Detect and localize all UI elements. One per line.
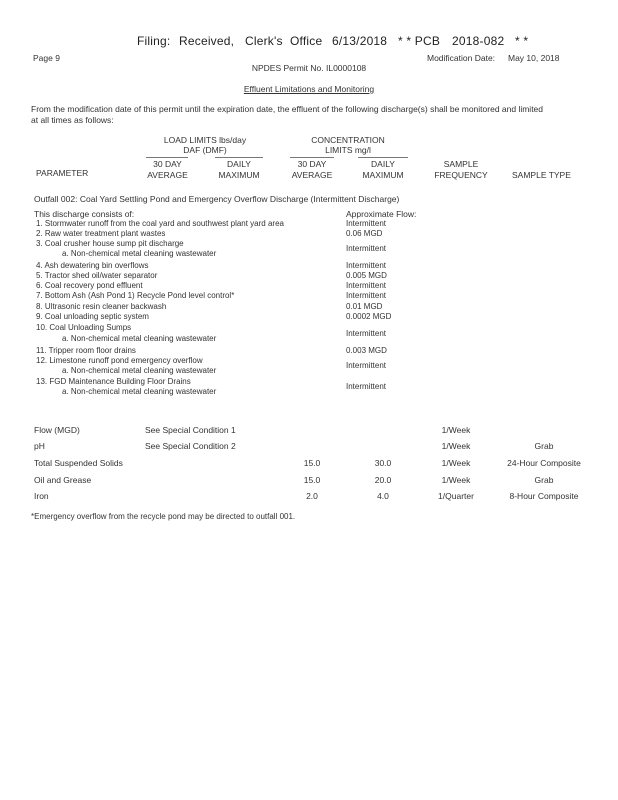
list-item-flow: Intermittent	[346, 281, 387, 290]
list-item-flow: 0.0002 MGD	[346, 312, 392, 321]
discharge-consists: This discharge consists of:	[34, 209, 135, 219]
list-item: 13. FGD Maintenance Building Floor Drains	[36, 377, 191, 386]
list-item-flow: 0.005 MGD	[346, 271, 387, 280]
stamp-office: Office	[290, 34, 323, 48]
list-item: 4. Ash dewatering bin overflows	[36, 261, 149, 270]
load-avg-heading-2: AVERAGE	[147, 170, 188, 180]
list-item-flow: 0.01 MGD	[346, 302, 383, 311]
param-sample-type: Grab	[534, 441, 554, 451]
list-item-flow: 0.003 MGD	[346, 346, 387, 355]
list-item: 9. Coal unloading septic system	[36, 312, 149, 321]
param-frequency: 1/Week	[441, 441, 471, 451]
sample-type-heading: SAMPLE TYPE	[512, 170, 571, 180]
sample-frequency-heading-2: FREQUENCY	[434, 170, 488, 180]
modification-label: Modification Date:	[427, 53, 496, 63]
param-name: pH	[34, 441, 45, 451]
load-max-heading-1: DAILY	[227, 159, 251, 169]
outfall-title: Outfall 002: Coal Yard Settling Pond and Emergency Overflow Discharge (Intermittent Discharge)	[34, 194, 400, 204]
list-item: a. Non-chemical metal cleaning wastewater	[62, 387, 217, 396]
param-sample-type: Grab	[534, 475, 554, 485]
modification-date: May 10, 2018	[508, 53, 560, 63]
list-item: 6. Coal recovery pond effluent	[36, 281, 143, 290]
param-note: See Special Condition 2	[145, 441, 236, 451]
param-max: 30.0	[374, 458, 392, 468]
list-item-flow: Intermittent	[346, 291, 387, 300]
approx-flow-heading: Approximate Flow:	[346, 209, 417, 219]
param-max: 4.0	[377, 491, 389, 501]
conc-avg-heading-1: 30 DAY	[297, 159, 327, 169]
intro-line-2: at all times as follows:	[31, 115, 114, 125]
list-item: a. Non-chemical metal cleaning wastewater	[62, 366, 217, 375]
load-avg-heading-1: 30 DAY	[153, 159, 182, 169]
stamp-stars: * *	[515, 34, 529, 48]
stamp-filing: Filing:	[137, 34, 171, 48]
concentration-heading: CONCENTRATION	[311, 135, 385, 145]
list-item-flow: Intermittent	[346, 261, 387, 270]
param-name: Total Suspended Solids	[34, 458, 123, 468]
permit-number: NPDES Permit No. IL0000108	[251, 63, 367, 73]
param-name: Oil and Grease	[34, 475, 92, 485]
list-item: 7. Bottom Ash (Ash Pond 1) Recycle Pond level control*	[36, 291, 235, 300]
param-frequency: 1/Week	[441, 425, 471, 435]
param-sample-type: 8-Hour Composite	[509, 491, 579, 501]
sample-frequency-heading-1: SAMPLE	[443, 159, 479, 169]
param-frequency: 1/Week	[441, 458, 471, 468]
list-item: 3. Coal crusher house sump pit discharge	[36, 239, 184, 248]
stamp-clerks: Clerk's	[245, 34, 283, 48]
list-item-flow: Intermittent	[346, 361, 387, 370]
stamp-date: 6/13/2018	[332, 34, 388, 48]
param-avg: 2.0	[306, 491, 318, 501]
list-item: a. Non-chemical metal cleaning wastewater	[62, 249, 217, 258]
list-item: 1. Stormwater runoff from the coal yard and southwest plant yard area	[36, 219, 284, 228]
list-item-flow: Intermittent	[346, 244, 387, 253]
list-item-flow: Intermittent	[346, 219, 387, 228]
daf-heading: DAF (DMF)	[183, 145, 227, 155]
list-item-flow: 0.06 MGD	[346, 229, 383, 238]
list-item: 8. Ultrasonic resin cleaner backwash	[36, 302, 167, 311]
load-max-heading-2: MAXIMUM	[218, 170, 260, 180]
param-note: See Special Condition 1	[145, 425, 236, 435]
list-item-flow: Intermittent	[346, 382, 387, 391]
stamp-case-number: 2018-082	[452, 34, 505, 48]
param-name: Flow (MGD)	[34, 425, 80, 435]
underline-load-max	[215, 157, 263, 158]
param-frequency: 1/Quarter	[438, 491, 474, 501]
conc-max-heading-2: MAXIMUM	[362, 170, 404, 180]
section-title: Effluent Limitations and Monitoring	[243, 84, 375, 94]
list-item-flow: Intermittent	[346, 329, 387, 338]
list-item: 2. Raw water treatment plant wastes	[36, 229, 166, 238]
stamp-received: Received,	[179, 34, 235, 48]
param-frequency: 1/Week	[441, 475, 471, 485]
underline-load-avg	[146, 157, 188, 158]
stamp-pcb: * * PCB	[398, 34, 441, 48]
page-number: Page 9	[33, 53, 60, 63]
param-avg: 15.0	[303, 475, 321, 485]
list-item: 5. Tractor shed oil/water separator	[36, 271, 158, 280]
list-item: a. Non-chemical metal cleaning wastewater	[62, 334, 217, 343]
footnote: *Emergency overflow from the recycle pond may be directed to outfall 001.	[31, 512, 296, 521]
load-limits-heading: LOAD LIMITS lbs/day	[163, 135, 247, 145]
intro-line-1: From the modification date of this permit until the expiration date, the effluent of the following discharge(s) shall be monitored and limited	[31, 104, 544, 114]
param-name: Iron	[34, 491, 49, 501]
conc-max-heading-1: DAILY	[371, 159, 395, 169]
underline-conc-avg	[290, 157, 334, 158]
conc-avg-heading-2: AVERAGE	[291, 170, 333, 180]
list-item: 12. Limestone runoff pond emergency overflow	[36, 356, 203, 365]
list-item: 11. Tripper room floor drains	[36, 346, 136, 355]
param-sample-type: 24-Hour Composite	[507, 458, 581, 468]
param-max: 20.0	[374, 475, 392, 485]
underline-conc-max	[358, 157, 408, 158]
limits-mg-heading: LIMITS mg/l	[325, 145, 371, 155]
list-item: 10. Coal Unloading Sumps	[36, 323, 132, 332]
parameter-heading: PARAMETER	[36, 168, 89, 178]
param-avg: 15.0	[303, 458, 321, 468]
